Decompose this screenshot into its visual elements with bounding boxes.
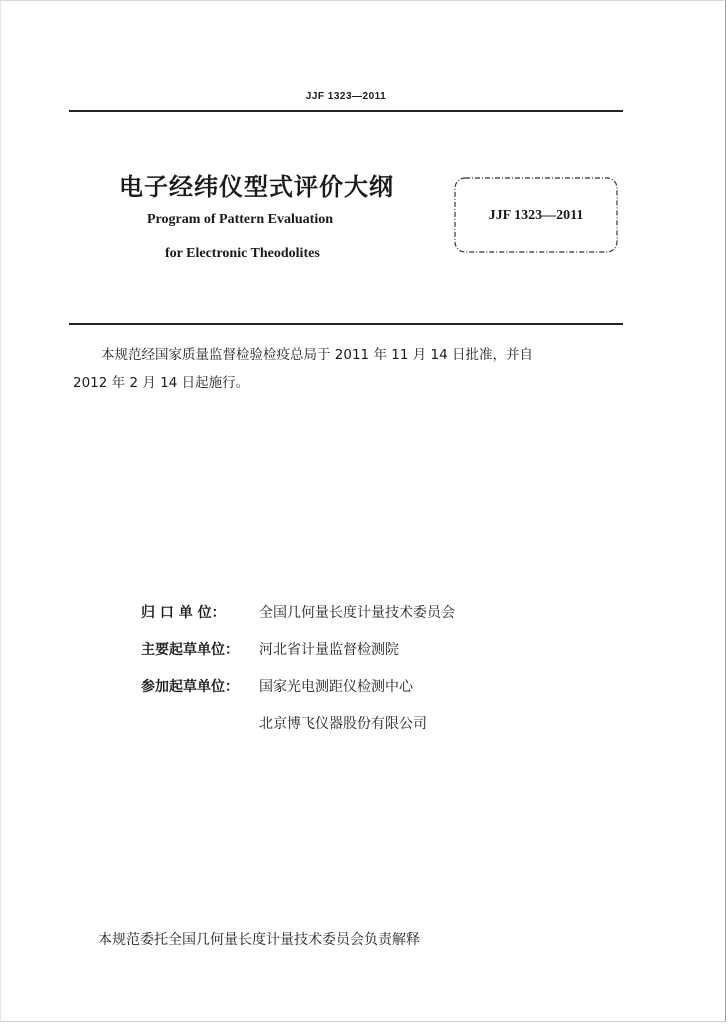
interpretation-note: 本规范委托全国几何量长度计量技术委员会负责解释 [98,932,420,948]
title-chinese: 电子经纬仪型式评价大纲 [119,173,394,201]
unit-value: 北京博飞仪器股份有限公司 [259,715,427,732]
header-standard-code: JJF 1323—2011 [305,91,387,102]
approval-statement [73,341,633,397]
unit-row-participating-drafter [141,667,455,704]
approval-line-1: 本规范经国家质量监督检验检疫总局于 2011 年 11 月 14 日批准，并自 [101,347,533,363]
unit-value: 全国几何量长度计量技术委员会 [259,604,455,621]
unit-row-main-drafter [141,630,455,667]
unit-row-responsible [141,593,455,630]
title-english-line2: for Electronic Theodolites [165,246,320,261]
code-box-text: JJF 1323—2011 [488,208,584,223]
unit-row-participating-drafter-2 [141,704,455,741]
unit-label: 归 口 单 位： [141,604,226,621]
unit-label: 主要起草单位： [141,641,239,658]
standard-code-box [452,175,620,255]
approval-line-2: 2012 年 2 月 14 日起施行。 [73,375,250,391]
title-rule [69,323,623,325]
header-rule [69,110,623,112]
unit-value: 河北省计量监督检测院 [259,641,399,658]
unit-label: 参加起草单位： [141,678,239,695]
title-english-line1: Program of Pattern Evaluation [147,212,333,227]
drafting-units [141,593,455,741]
unit-value: 国家光电测距仪检测中心 [259,678,413,695]
